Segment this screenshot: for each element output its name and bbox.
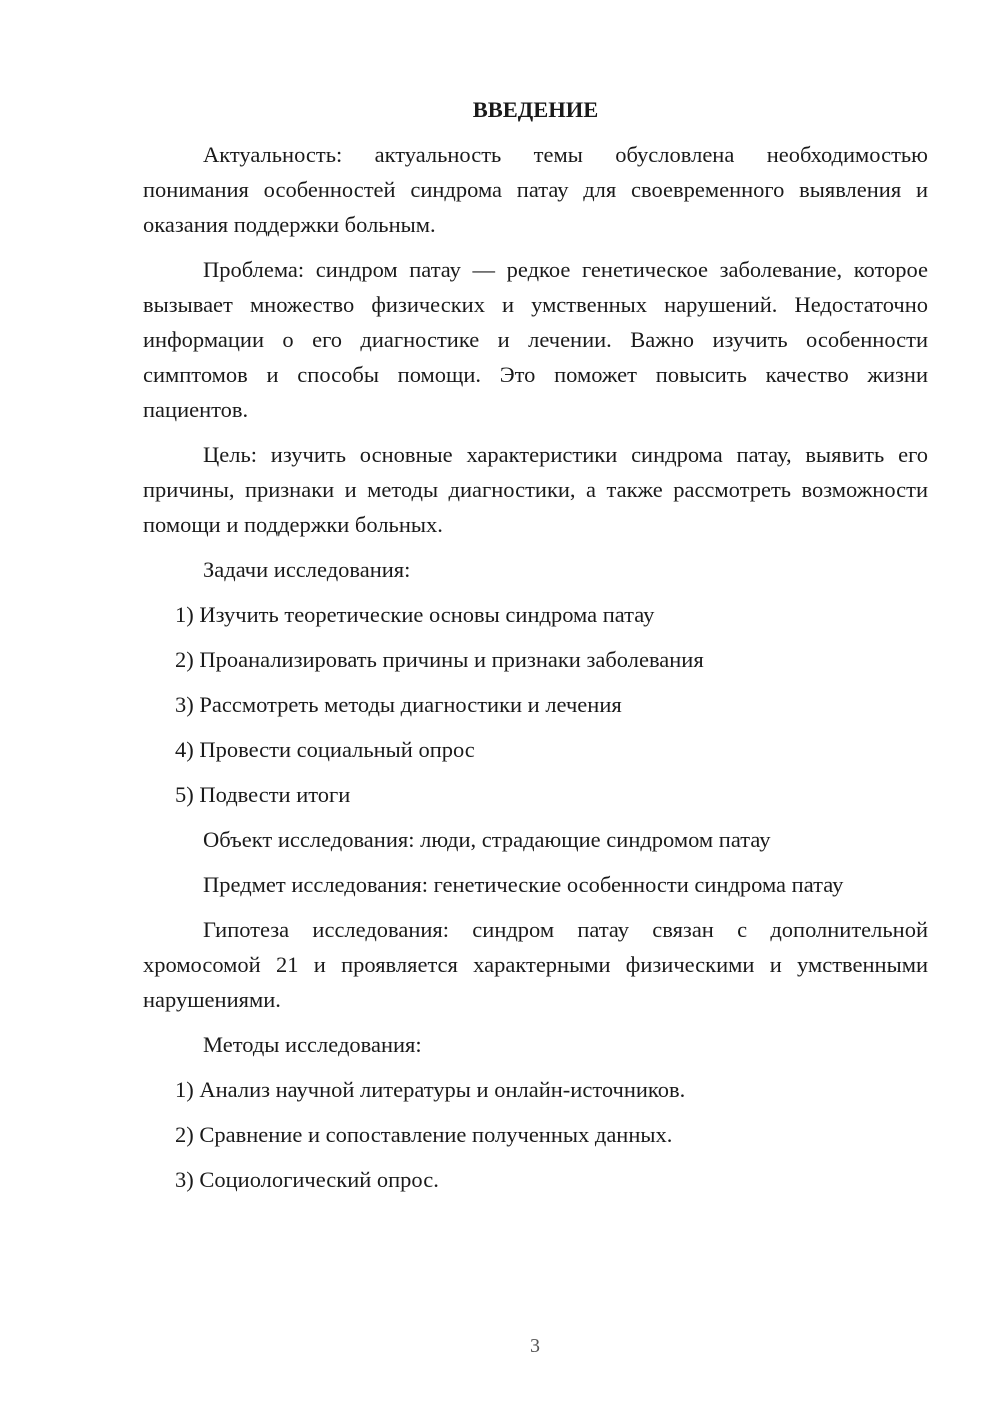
list-item: 3) Социологический опрос.: [175, 1167, 439, 1192]
list-item: 3) Рассмотреть методы диагностики и лечения: [175, 692, 622, 717]
tasks-heading: Задачи исследования:: [203, 557, 411, 582]
list-item: 2) Проанализировать причины и признаки заболевания: [175, 647, 704, 672]
section-title: ВВЕДЕНИЕ: [472, 97, 599, 122]
list-item: 1) Изучить теоретические основы синдрома патау: [175, 602, 655, 627]
goal-paragraph: Цель: изучить основные характеристики синдрома патау, выявить его причины, признаки и методы диагностики, а также рассмотреть возможности помощи и поддержки больных.: [143, 442, 928, 537]
list-item: 4) Провести социальный опрос: [175, 737, 475, 762]
subject-line: Предмет исследования: генетические особенности синдрома патау: [203, 872, 844, 897]
list-item: 2) Сравнение и сопоставление полученных данных.: [175, 1122, 673, 1147]
object-line: Объект исследования: люди, страдающие синдромом патау: [203, 827, 771, 852]
hypothesis-paragraph: Гипотеза исследования: синдром патау связан с дополнительной хромосомой 21 и проявляется характерными физическими и умственными нарушениями.: [143, 917, 928, 1012]
relevance-paragraph: Актуальность: актуальность темы обусловлена необходимостью понимания особенностей синдрома патау для своевременного выявления и оказания поддержки больным.: [143, 142, 928, 237]
document-page: [143, 92, 928, 1207]
problem-paragraph: Проблема: синдром патау — редкое генетическое заболевание, которое вызывает множество физических и умственных нарушений. Недостаточно информации о его диагностике и лечении. Важно изучить особенности симптомов и способы помощи. Это поможет повысить качество жизни пациентов.: [143, 257, 928, 422]
list-item: 1) Анализ научной литературы и онлайн-источников.: [175, 1077, 686, 1102]
list-item: 5) Подвести итоги: [175, 782, 351, 807]
tasks-list: [143, 597, 928, 812]
methods-list: [143, 1072, 928, 1197]
methods-heading: Методы исследования:: [203, 1032, 422, 1057]
page-number: 3: [530, 1335, 540, 1357]
